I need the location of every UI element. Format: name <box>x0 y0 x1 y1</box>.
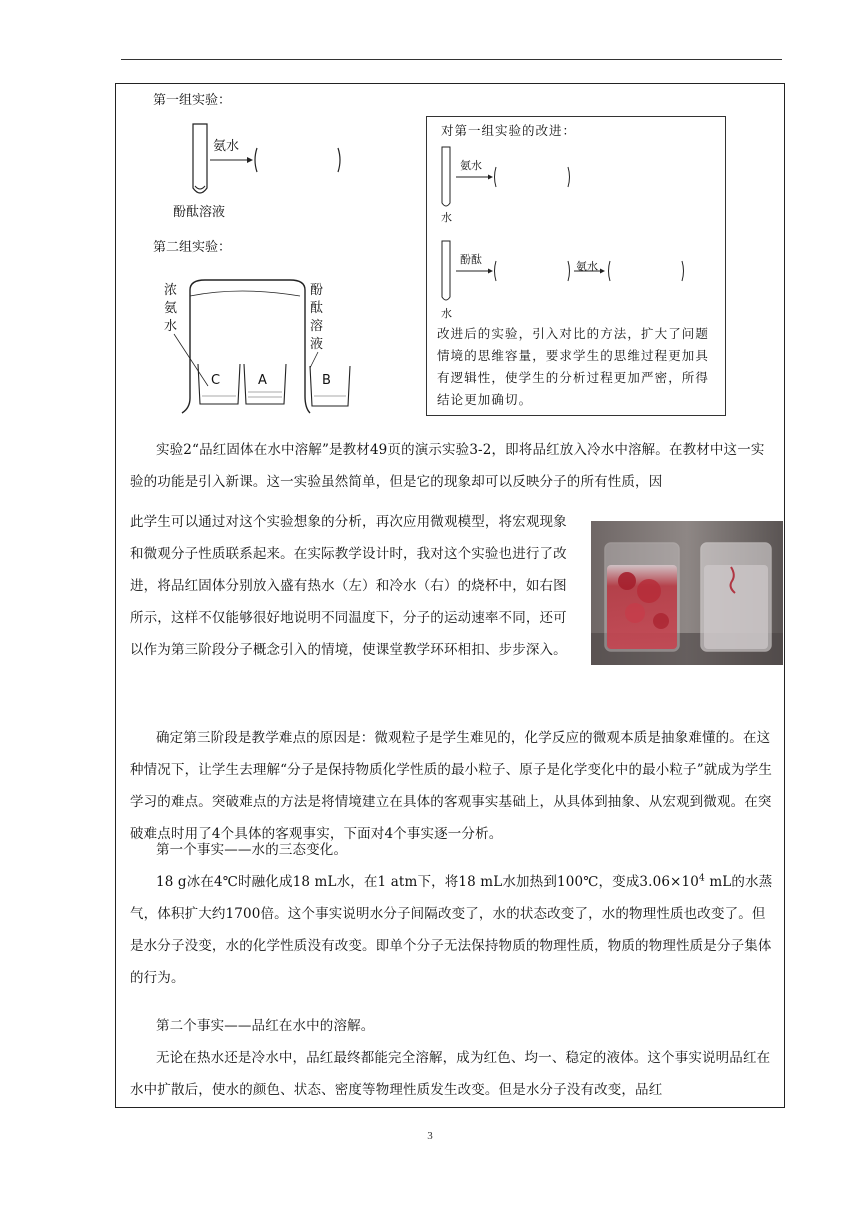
test-tube-shape <box>193 124 207 193</box>
row1-water-label: 水 <box>441 211 452 224</box>
dye-swirl-3 <box>625 603 645 623</box>
row2-bracket-2-right-icon <box>682 261 684 281</box>
pointer-left <box>174 334 208 386</box>
bracket-right-icon <box>338 148 340 172</box>
dye-swirl-4 <box>653 613 669 629</box>
row2-phenol-label: 酚酞 <box>460 253 482 266</box>
row1-arrow-head-icon <box>488 175 493 180</box>
beakers-photo <box>591 521 783 665</box>
pointer-right <box>310 352 318 368</box>
left-char-1: 浓 <box>164 283 178 298</box>
improve-description: 改进后的实验，引入对比的方法，扩大了问题情境的思维容量，要求学生的思维过程更加具有逻辑性，使学生的分析过程更加严密，所得结论更加确切。 <box>437 326 710 407</box>
group2-title: 第二组实验： <box>153 240 232 255</box>
row1-bracket-left-icon <box>495 167 497 187</box>
beaker-a-label: A <box>258 373 267 388</box>
fact1-body <box>130 866 778 994</box>
right-char-2: 酞 <box>310 301 324 316</box>
row2-bracket-1-right-icon <box>568 261 570 281</box>
jar-shine <box>190 291 300 296</box>
improvement-diagrams <box>436 145 716 320</box>
dye-swirl-2 <box>637 579 661 603</box>
row1-ammonia-label: 氨水 <box>460 159 482 172</box>
beaker-b-label: B <box>322 373 331 388</box>
fact2-title: 第二个事实——品红在水中的溶解。 <box>156 1018 375 1034</box>
right-char-3: 溶 <box>310 319 324 334</box>
tube-row2 <box>442 241 450 300</box>
dye-swirl-1 <box>618 572 636 590</box>
row2-ammonia-label: 氨水 <box>576 260 598 273</box>
test-tube-diagram-1 <box>165 120 365 225</box>
liquid-line <box>195 186 205 189</box>
row1-bracket-right-icon <box>568 167 570 187</box>
fact1-body-post: mL的水蒸气，体积扩大约1700倍。这个事实说明水分子间隔改变了，水的状态改变了，水的物理性质也改变了。但是水分子没变，水的化学性质没有改变。即单个分子无法保持物质的物理性质，物质的物理性质是分子集体的行为。 <box>130 874 773 986</box>
tube-row1 <box>442 147 450 206</box>
row2-arrow-2-head-icon <box>600 269 605 274</box>
phenolphthalein-label: 酚酞溶液 <box>173 205 226 220</box>
fact1-body-sup: 4 <box>699 873 705 884</box>
row2-water-label: 水 <box>441 307 452 320</box>
row2-bracket-2-left-icon <box>609 261 611 281</box>
beaker-c-label: C <box>211 373 221 388</box>
header-rule <box>121 59 782 60</box>
row2-bracket-1-left-icon <box>495 261 497 281</box>
right-beaker-water <box>704 565 768 649</box>
bracket-left-icon <box>255 148 257 172</box>
left-char-3: 水 <box>164 319 178 334</box>
arrow-head-icon <box>247 157 253 163</box>
right-char-4: 液 <box>310 337 324 352</box>
row2-arrow-1-head-icon <box>488 269 493 274</box>
group1-title: 第一组实验： <box>153 93 232 108</box>
page-number: 3 <box>427 1130 433 1142</box>
bell-jar-diagram <box>160 268 360 418</box>
ammonia-label: 氨水 <box>213 139 240 154</box>
paragraph-1a: 实验2“品红固体在水中溶解”是教材49页的演示实验3-2，即将品红放入冷水中溶解。在教材中这一实验的功能是引入新课。这一实验虽然简单，但是它的现象却可以反映分子的所有性质，因 <box>130 442 765 490</box>
paragraph-1b: 此学生可以通过对这个实验想象的分析，再次应用微观模型，将宏观现象和微观分子性质联系起来。在实际教学设计时，我对这个实验也进行了改进，将品红固体分别放入盛有热水（左）和冷水（右）的烧杯中，如右图所示，这样不仅能够很好地说明不同温度下，分子的运动速率不同，还可以作为第三阶段分子概念引入的情境，使课堂教学环环相扣、步步深入。 <box>130 514 567 658</box>
left-char-2: 氨 <box>164 301 178 316</box>
right-char-1: 酚 <box>310 283 324 298</box>
paragraph-2: 确定第三阶段是教学难点的原因是：微观粒子是学生难见的，化学反应的微观本质是抽象难懂的。在这种情况下，让学生去理解“分子是保持物质化学性质的最小粒子、原子是化学变化中的最小粒子”就成为学生学习的难点。突破难点的方法是将情境建立在具体的客观事实基础上，从具体到抽象、从宏观到微观。在突破难点时用了4个具体的客观事实，下面对4个事实逐一分析。 <box>130 730 773 842</box>
fact1-body-pre: 18 g冰在4℃时融化成18 mL水，在1 atm下，将18 mL水加热到100℃，变成3.06×10 <box>156 874 699 890</box>
fact1-title: 第一个事实——水的三态变化。 <box>156 842 348 858</box>
improve-title: 对第一组实验的改进： <box>441 123 577 138</box>
fact2-body: 无论在热水还是冷水中，品红最终都能完全溶解，成为红色、均一、稳定的液体。这个事实说明品红在水中扩散后，使水的颜色、状态、密度等物理性质发生改变。但是水分子没有改变，品红 <box>130 1050 771 1098</box>
